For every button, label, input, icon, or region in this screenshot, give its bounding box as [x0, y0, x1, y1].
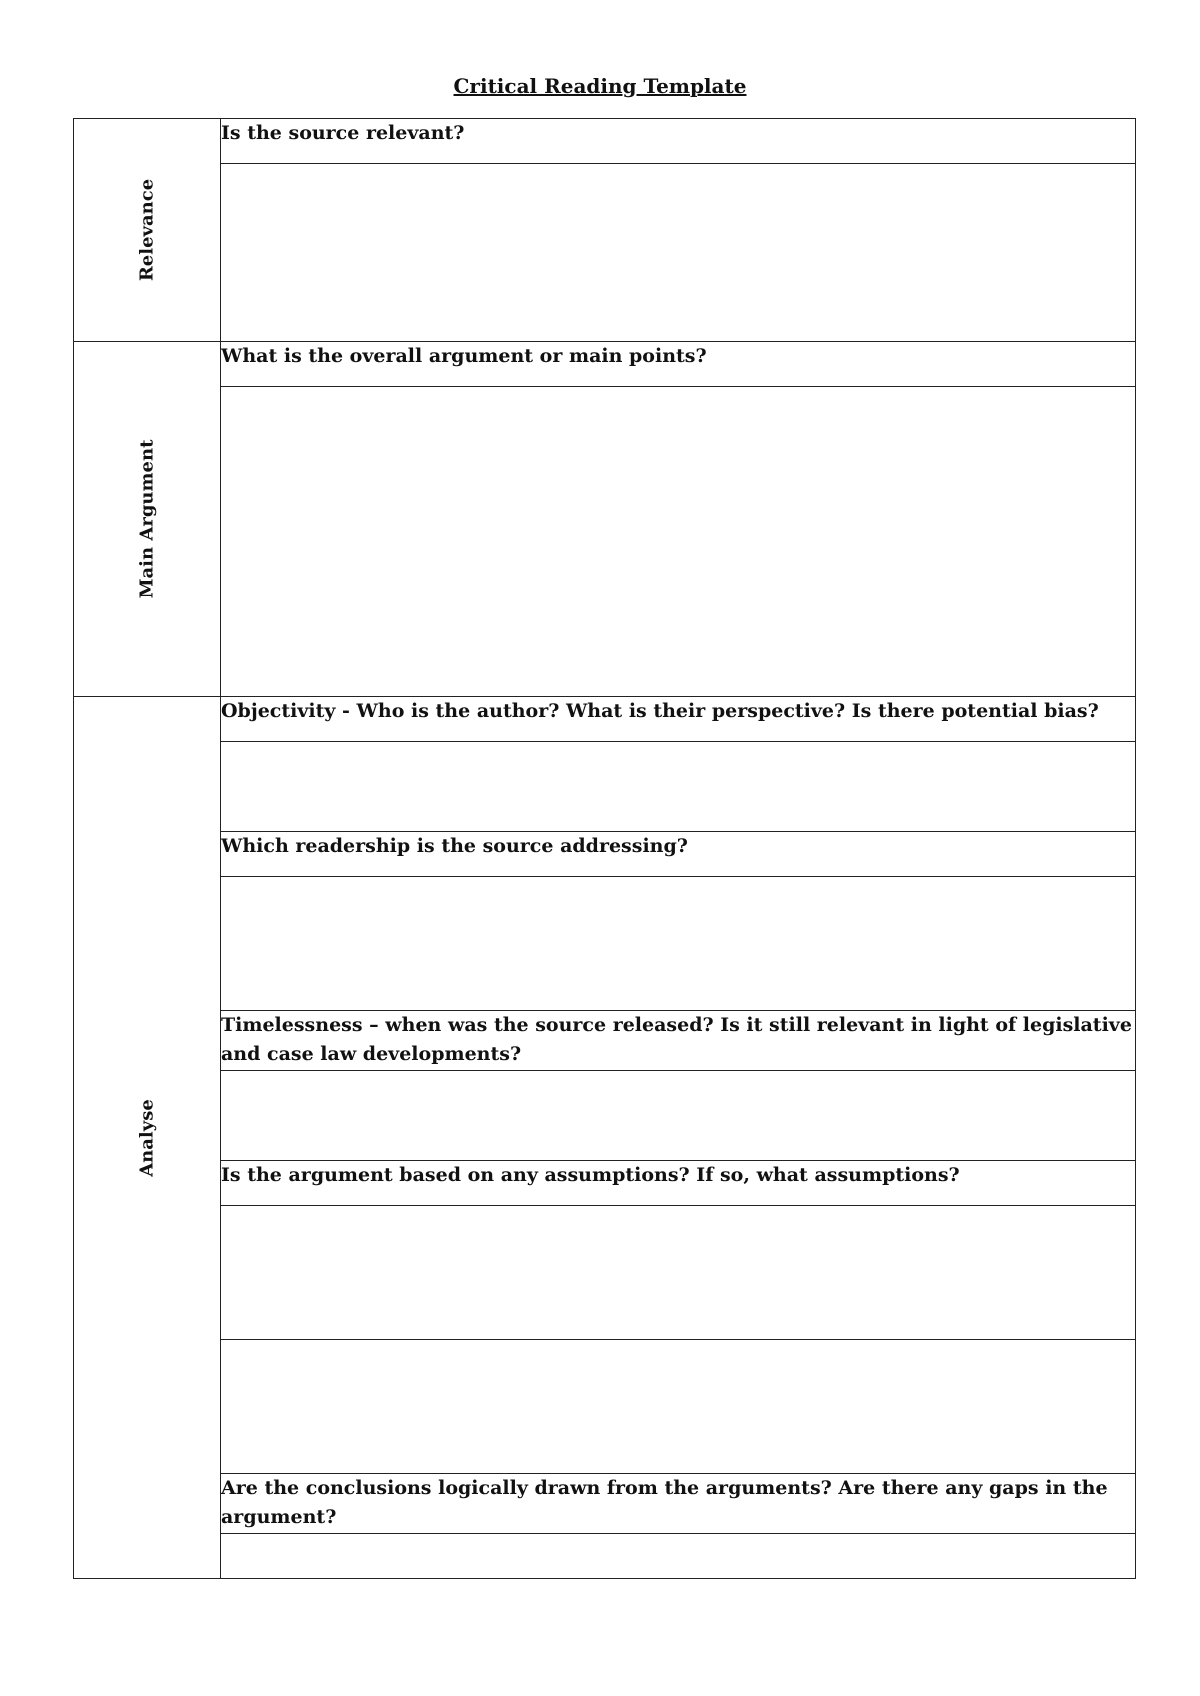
main-argument-answer-row: [74, 387, 1136, 697]
relevance-label: Relevance: [136, 178, 158, 282]
timelessness-question: Timelessness – when was the source released? Is it still relevant in light of legislative and case law developments?: [221, 1011, 1136, 1071]
main-argument-answer-box[interactable]: [221, 387, 1136, 697]
conclusions-question: Are the conclusions logically drawn from the arguments? Are there any gaps in the argument?: [221, 1474, 1136, 1534]
relevance-answer-box[interactable]: [221, 164, 1136, 342]
conclusions-answer-row: [74, 1534, 1136, 1579]
readership-question-row: [74, 832, 1136, 877]
timelessness-answer-box[interactable]: [221, 1071, 1136, 1161]
objectivity-question: Objectivity - Who is the author? What is their perspective? Is there potential bias?: [221, 697, 1136, 742]
main-argument-section-label: [74, 342, 221, 697]
conclusions-question-row: [74, 1474, 1136, 1534]
relevance-answer-row: [74, 164, 1136, 342]
relevance-question-row: [74, 119, 1136, 164]
timelessness-question-row: [74, 1011, 1136, 1071]
assumptions-answer-row: [74, 1206, 1136, 1340]
assumptions-answer-box[interactable]: [221, 1206, 1136, 1340]
readership-answer-box[interactable]: [221, 877, 1136, 1011]
assumptions-extra-answer-row: [74, 1340, 1136, 1474]
objectivity-answer-row: [74, 742, 1136, 832]
analyse-label: Analyse: [136, 1098, 158, 1177]
assumptions-question-row: [74, 1161, 1136, 1206]
conclusions-answer-box[interactable]: [221, 1534, 1136, 1579]
critical-reading-table: [73, 118, 1136, 1579]
readership-question: Which readership is the source addressing?: [221, 832, 1136, 877]
analyse-section-label: [74, 697, 221, 1579]
objectivity-answer-box[interactable]: [221, 742, 1136, 832]
relevance-question: Is the source relevant?: [221, 119, 1136, 164]
readership-answer-row: [74, 877, 1136, 1011]
main-argument-question: What is the overall argument or main points?: [221, 342, 1136, 387]
assumptions-question: Is the argument based on any assumptions? If so, what assumptions?: [221, 1161, 1136, 1206]
timelessness-answer-row: [74, 1071, 1136, 1161]
main-argument-question-row: [74, 342, 1136, 387]
relevance-section-label: [74, 119, 221, 342]
objectivity-question-row: [74, 697, 1136, 742]
main-argument-label: Main Argument: [136, 439, 158, 599]
assumptions-extra-answer-box[interactable]: [221, 1340, 1136, 1474]
document-title: Critical Reading Template: [453, 74, 747, 98]
